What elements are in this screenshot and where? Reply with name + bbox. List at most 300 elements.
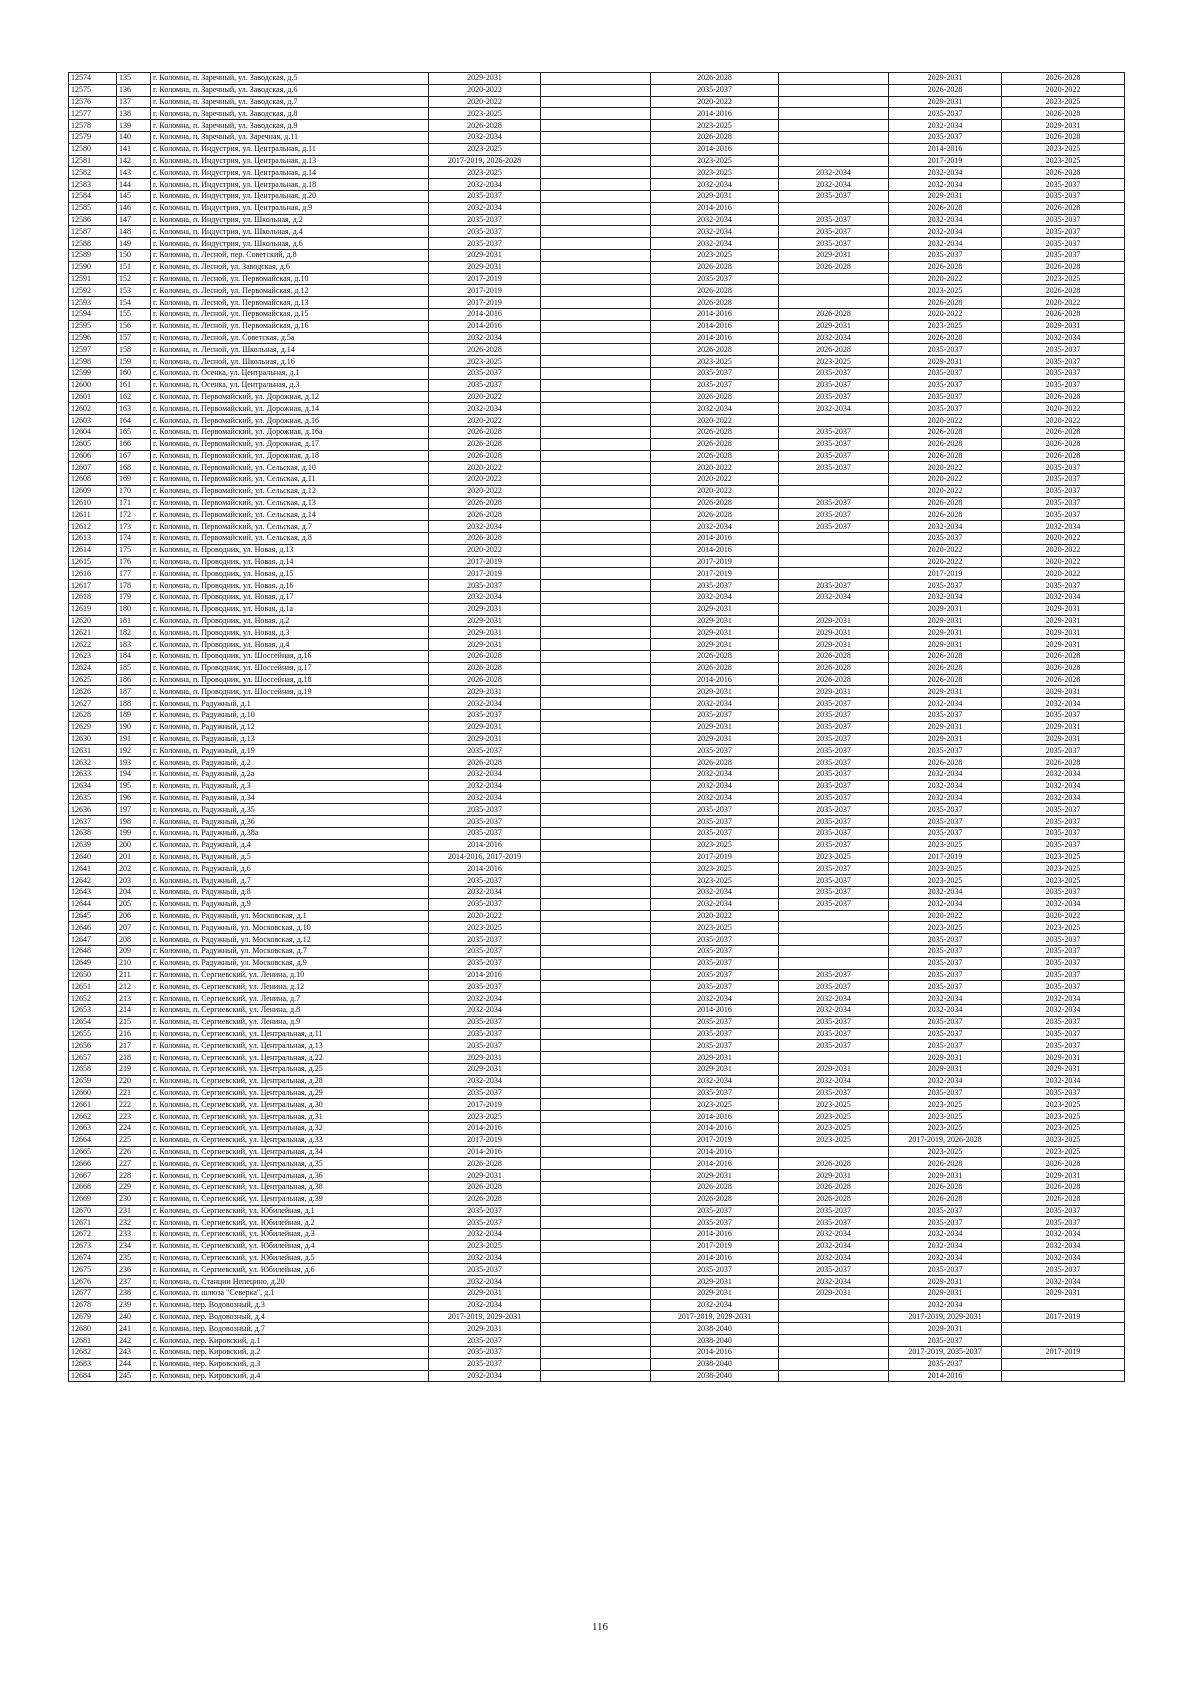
table-row bbox=[69, 662, 1125, 674]
cell-period-5: 2035-2037 bbox=[889, 969, 1002, 981]
cell-period-1: 2026-2028 bbox=[429, 1193, 541, 1205]
cell-period-1: 2017-2019, 2026-2028 bbox=[429, 155, 541, 167]
cell-period-4 bbox=[779, 1370, 889, 1382]
cell-period-5: 2035-2037 bbox=[889, 131, 1002, 143]
cell-period-5: 2032-2034 bbox=[889, 792, 1002, 804]
cell-period-2 bbox=[541, 462, 651, 474]
table-row bbox=[69, 639, 1125, 651]
table-row bbox=[69, 556, 1125, 568]
cell-address: г. Коломна, п. Проводник, ул. Новая, д.3 bbox=[151, 627, 429, 639]
cell-period-3: 2020-2022 bbox=[651, 485, 779, 497]
table-row bbox=[69, 320, 1125, 332]
cell-row-number: 12580 bbox=[69, 143, 117, 155]
cell-period-1: 2014-2016 bbox=[429, 320, 541, 332]
cell-address: г. Коломна, п. Проводник, ул. Новая, д.14 bbox=[151, 556, 429, 568]
table-row bbox=[69, 721, 1125, 733]
cell-period-5: 2032-2034 bbox=[889, 1229, 1002, 1241]
table-row bbox=[69, 568, 1125, 580]
cell-period-2 bbox=[541, 1040, 651, 1052]
table-row bbox=[69, 1193, 1125, 1205]
cell-row-number: 12639 bbox=[69, 839, 117, 851]
table-row bbox=[69, 332, 1125, 344]
cell-period-2 bbox=[541, 945, 651, 957]
table-row bbox=[69, 96, 1125, 108]
table-row bbox=[69, 226, 1125, 238]
cell-row-number: 12627 bbox=[69, 698, 117, 710]
cell-period-5: 2035-2037 bbox=[889, 934, 1002, 946]
cell-period-2 bbox=[541, 698, 651, 710]
cell-period-1: 2026-2028 bbox=[429, 497, 541, 509]
cell-period-2 bbox=[541, 533, 651, 545]
cell-period-2 bbox=[541, 143, 651, 155]
cell-row-number: 12589 bbox=[69, 249, 117, 261]
cell-row-number: 12678 bbox=[69, 1299, 117, 1311]
cell-period-1: 2014-2016 bbox=[429, 839, 541, 851]
table-row bbox=[69, 120, 1125, 132]
cell-period-6: 2023-2025 bbox=[1002, 922, 1125, 934]
cell-row-number: 12676 bbox=[69, 1276, 117, 1288]
cell-period-5: 2032-2034 bbox=[889, 1299, 1002, 1311]
cell-period-4 bbox=[779, 556, 889, 568]
cell-period-6: 2026-2028 bbox=[1002, 391, 1125, 403]
cell-row-number: 12680 bbox=[69, 1323, 117, 1335]
cell-sub-number: 193 bbox=[117, 757, 151, 769]
cell-period-5: 2023-2025 bbox=[889, 863, 1002, 875]
table-row bbox=[69, 143, 1125, 155]
cell-period-6: 2029-2031 bbox=[1002, 1288, 1125, 1300]
cell-sub-number: 164 bbox=[117, 415, 151, 427]
cell-period-4 bbox=[779, 945, 889, 957]
cell-period-5: 2035-2037 bbox=[889, 1040, 1002, 1052]
cell-period-1: 2032-2034 bbox=[429, 202, 541, 214]
cell-row-number: 12582 bbox=[69, 167, 117, 179]
cell-period-1: 2032-2034 bbox=[429, 698, 541, 710]
cell-period-4: 2035-2037 bbox=[779, 898, 889, 910]
cell-sub-number: 200 bbox=[117, 839, 151, 851]
cell-address: г. Коломна, п. Радужный, д.4 bbox=[151, 839, 429, 851]
cell-period-3: 2017-2019 bbox=[651, 568, 779, 580]
cell-period-3: 2023-2025 bbox=[651, 863, 779, 875]
cell-address: г. Коломна, п. Первомайский, ул. Сельская, д.8 bbox=[151, 533, 429, 545]
cell-address: г. Коломна, п. Сергиевский, ул. Центральная, д.39 bbox=[151, 1193, 429, 1205]
table-row bbox=[69, 1358, 1125, 1370]
cell-period-4 bbox=[779, 934, 889, 946]
cell-period-6: 2026-2028 bbox=[1002, 108, 1125, 120]
cell-period-6: 2020-2022 bbox=[1002, 403, 1125, 415]
cell-period-2 bbox=[541, 438, 651, 450]
cell-period-6: 2035-2037 bbox=[1002, 356, 1125, 368]
cell-row-number: 12644 bbox=[69, 898, 117, 910]
cell-period-1: 2014-2016 bbox=[429, 863, 541, 875]
cell-address: г. Коломна, п. Радужный, ул. Московская, д.10 bbox=[151, 922, 429, 934]
cell-period-3: 2032-2034 bbox=[651, 1299, 779, 1311]
cell-period-4: 2029-2031 bbox=[779, 627, 889, 639]
cell-period-4: 2035-2037 bbox=[779, 391, 889, 403]
cell-period-4 bbox=[779, 84, 889, 96]
cell-period-1: 2032-2034 bbox=[429, 592, 541, 604]
cell-period-1: 2035-2037 bbox=[429, 1087, 541, 1099]
cell-address: г. Коломна, п. Лесной, ул. Советская, д.5а bbox=[151, 332, 429, 344]
table-row bbox=[69, 1264, 1125, 1276]
cell-period-2 bbox=[541, 603, 651, 615]
cell-period-2 bbox=[541, 1146, 651, 1158]
cell-period-2 bbox=[541, 993, 651, 1005]
cell-period-4 bbox=[779, 1358, 889, 1370]
cell-period-5: 2035-2037 bbox=[889, 1028, 1002, 1040]
cell-period-2 bbox=[541, 580, 651, 592]
cell-row-number: 12640 bbox=[69, 851, 117, 863]
cell-period-6: 2029-2031 bbox=[1002, 320, 1125, 332]
cell-period-4: 2035-2037 bbox=[779, 426, 889, 438]
cell-period-4: 2023-2025 bbox=[779, 851, 889, 863]
table-row bbox=[69, 1122, 1125, 1134]
cell-sub-number: 183 bbox=[117, 639, 151, 651]
cell-period-5: 2035-2037 bbox=[889, 804, 1002, 816]
cell-period-1: 2035-2037 bbox=[429, 934, 541, 946]
cell-period-5: 2032-2034 bbox=[889, 238, 1002, 250]
table-row bbox=[69, 308, 1125, 320]
cell-row-number: 12579 bbox=[69, 131, 117, 143]
cell-sub-number: 137 bbox=[117, 96, 151, 108]
cell-period-6: 2029-2031 bbox=[1002, 120, 1125, 132]
table-row bbox=[69, 1181, 1125, 1193]
cell-address: г. Коломна, пер. Кировский, д.2 bbox=[151, 1347, 429, 1359]
cell-period-6: 2035-2037 bbox=[1002, 249, 1125, 261]
cell-sub-number: 175 bbox=[117, 544, 151, 556]
cell-period-5: 2029-2031 bbox=[889, 1276, 1002, 1288]
cell-period-4: 2029-2031 bbox=[779, 639, 889, 651]
cell-period-4 bbox=[779, 120, 889, 132]
cell-row-number: 12604 bbox=[69, 426, 117, 438]
table-row bbox=[69, 1370, 1125, 1382]
cell-address: г. Коломна, п. Сергиевский, ул. Центральная, д.25 bbox=[151, 1063, 429, 1075]
cell-period-4: 2035-2037 bbox=[779, 1016, 889, 1028]
cell-sub-number: 219 bbox=[117, 1063, 151, 1075]
cell-period-3: 2032-2034 bbox=[651, 886, 779, 898]
table-row bbox=[69, 651, 1125, 663]
cell-sub-number: 147 bbox=[117, 214, 151, 226]
cell-sub-number: 163 bbox=[117, 403, 151, 415]
cell-period-6: 2035-2037 bbox=[1002, 179, 1125, 191]
cell-period-3: 2035-2037 bbox=[651, 1016, 779, 1028]
cell-period-6: 2032-2034 bbox=[1002, 993, 1125, 1005]
cell-period-5: 2035-2037 bbox=[889, 1217, 1002, 1229]
cell-period-3: 2035-2037 bbox=[651, 1087, 779, 1099]
cell-sub-number: 208 bbox=[117, 934, 151, 946]
cell-period-5: 2035-2037 bbox=[889, 828, 1002, 840]
cell-address: г. Коломна, п. Сергиевский, ул. Юбилейная, д.1 bbox=[151, 1205, 429, 1217]
cell-sub-number: 167 bbox=[117, 450, 151, 462]
cell-period-5: 2026-2028 bbox=[889, 332, 1002, 344]
table-row bbox=[69, 238, 1125, 250]
cell-address: г. Коломна, п. Радужный, д.35 bbox=[151, 804, 429, 816]
cell-period-5: 2029-2031 bbox=[889, 733, 1002, 745]
cell-period-3: 2026-2028 bbox=[651, 344, 779, 356]
cell-period-6: 2029-2031 bbox=[1002, 733, 1125, 745]
cell-period-1: 2014-2016 bbox=[429, 969, 541, 981]
cell-period-1: 2026-2028 bbox=[429, 533, 541, 545]
cell-period-1: 2023-2025 bbox=[429, 1240, 541, 1252]
cell-period-4 bbox=[779, 1311, 889, 1323]
cell-period-3: 2029-2031 bbox=[651, 1276, 779, 1288]
cell-period-1: 2035-2037 bbox=[429, 238, 541, 250]
cell-address: г. Коломна, п. Сергиевский, ул. Центральная, д.32 bbox=[151, 1122, 429, 1134]
cell-period-6: 2035-2037 bbox=[1002, 934, 1125, 946]
cell-period-5: 2029-2031 bbox=[889, 96, 1002, 108]
cell-period-2 bbox=[541, 131, 651, 143]
cell-period-2 bbox=[541, 1016, 651, 1028]
cell-period-2 bbox=[541, 391, 651, 403]
cell-period-2 bbox=[541, 1264, 651, 1276]
cell-period-3: 2029-2031 bbox=[651, 615, 779, 627]
cell-sub-number: 135 bbox=[117, 73, 151, 85]
cell-period-4: 2032-2034 bbox=[779, 1229, 889, 1241]
cell-row-number: 12603 bbox=[69, 415, 117, 427]
cell-period-3: 2020-2022 bbox=[651, 96, 779, 108]
cell-row-number: 12598 bbox=[69, 356, 117, 368]
cell-row-number: 12664 bbox=[69, 1134, 117, 1146]
cell-row-number: 12651 bbox=[69, 981, 117, 993]
cell-address: г. Коломна, п. Радужный, д.10 bbox=[151, 710, 429, 722]
cell-address: г. Коломна, п. Осенка, ул. Центральная, д.3 bbox=[151, 379, 429, 391]
cell-period-5: 2023-2025 bbox=[889, 1099, 1002, 1111]
cell-sub-number: 142 bbox=[117, 155, 151, 167]
cell-sub-number: 138 bbox=[117, 108, 151, 120]
cell-address: г. Коломна, п. Лесной, ул. Первомайская, д.13 bbox=[151, 297, 429, 309]
cell-period-6 bbox=[1002, 1358, 1125, 1370]
table-row bbox=[69, 733, 1125, 745]
table-row bbox=[69, 981, 1125, 993]
cell-period-6: 2017-2019 bbox=[1002, 1311, 1125, 1323]
cell-sub-number: 144 bbox=[117, 179, 151, 191]
cell-period-5: 2029-2031 bbox=[889, 639, 1002, 651]
cell-address: г. Коломна, п. Первомайский, ул. Сельская, д.10 bbox=[151, 462, 429, 474]
cell-period-3: 2029-2031 bbox=[651, 603, 779, 615]
cell-period-6: 2032-2034 bbox=[1002, 592, 1125, 604]
cell-period-1: 2026-2028 bbox=[429, 426, 541, 438]
cell-period-5: 2026-2028 bbox=[889, 757, 1002, 769]
cell-sub-number: 186 bbox=[117, 674, 151, 686]
cell-period-1: 2032-2034 bbox=[429, 1252, 541, 1264]
cell-address: г. Коломна, п. Первомайский, ул. Дорожная, д.18 bbox=[151, 450, 429, 462]
cell-period-1: 2029-2031 bbox=[429, 686, 541, 698]
cell-period-4: 2023-2025 bbox=[779, 1122, 889, 1134]
cell-period-5: 2029-2031 bbox=[889, 1052, 1002, 1064]
cell-period-4: 2035-2037 bbox=[779, 1028, 889, 1040]
cell-period-6: 2032-2034 bbox=[1002, 1240, 1125, 1252]
cell-period-3: 2017-2019 bbox=[651, 1134, 779, 1146]
cell-period-4: 2035-2037 bbox=[779, 816, 889, 828]
cell-period-3: 2032-2034 bbox=[651, 898, 779, 910]
cell-period-2 bbox=[541, 627, 651, 639]
cell-period-2 bbox=[541, 1252, 651, 1264]
table-row bbox=[69, 1004, 1125, 1016]
cell-period-1: 2023-2025 bbox=[429, 922, 541, 934]
cell-period-6: 2026-2028 bbox=[1002, 426, 1125, 438]
cell-period-2 bbox=[541, 332, 651, 344]
cell-address: г. Коломна, п. Первомайский, ул. Сельская, д.7 bbox=[151, 521, 429, 533]
cell-period-3: 2035-2037 bbox=[651, 804, 779, 816]
cell-period-3: 2026-2028 bbox=[651, 426, 779, 438]
cell-address: г. Коломна, п. Индустрия, ул. Школьная, д.2 bbox=[151, 214, 429, 226]
cell-period-6: 2035-2037 bbox=[1002, 1040, 1125, 1052]
table-row bbox=[69, 533, 1125, 545]
cell-sub-number: 194 bbox=[117, 769, 151, 781]
cell-period-2 bbox=[541, 297, 651, 309]
cell-row-number: 12683 bbox=[69, 1358, 117, 1370]
cell-period-2 bbox=[541, 863, 651, 875]
cell-period-5: 2035-2037 bbox=[889, 1264, 1002, 1276]
cell-period-5: 2035-2037 bbox=[889, 533, 1002, 545]
cell-row-number: 12625 bbox=[69, 674, 117, 686]
table-row bbox=[69, 769, 1125, 781]
cell-period-4: 2035-2037 bbox=[779, 733, 889, 745]
cell-period-5: 2035-2037 bbox=[889, 981, 1002, 993]
cell-period-1: 2017-2019, 2029-2031 bbox=[429, 1311, 541, 1323]
cell-period-1: 2032-2034 bbox=[429, 886, 541, 898]
cell-period-3: 2023-2025 bbox=[651, 356, 779, 368]
table-row bbox=[69, 745, 1125, 757]
cell-period-4: 2035-2037 bbox=[779, 886, 889, 898]
cell-period-3: 2035-2037 bbox=[651, 1028, 779, 1040]
cell-period-3: 2023-2025 bbox=[651, 167, 779, 179]
cell-sub-number: 222 bbox=[117, 1099, 151, 1111]
cell-sub-number: 206 bbox=[117, 910, 151, 922]
cell-period-1: 2029-2031 bbox=[429, 1288, 541, 1300]
cell-period-1: 2032-2034 bbox=[429, 332, 541, 344]
table-row bbox=[69, 1299, 1125, 1311]
cell-sub-number: 198 bbox=[117, 816, 151, 828]
cell-row-number: 12646 bbox=[69, 922, 117, 934]
cell-sub-number: 169 bbox=[117, 474, 151, 486]
cell-period-6: 2035-2037 bbox=[1002, 839, 1125, 851]
cell-period-4: 2023-2025 bbox=[779, 1111, 889, 1123]
cell-row-number: 12599 bbox=[69, 367, 117, 379]
cell-address: г. Коломна, п. Радужный, д.36 bbox=[151, 816, 429, 828]
cell-period-1: 2014-2016 bbox=[429, 1122, 541, 1134]
cell-address: г. Коломна, п. Сергиевский, ул. Центральная, д.31 bbox=[151, 1111, 429, 1123]
cell-period-4: 2029-2031 bbox=[779, 249, 889, 261]
cell-address: г. Коломна, п. Первомайский, ул. Дорожная, д.16а bbox=[151, 426, 429, 438]
cell-period-5: 2023-2025 bbox=[889, 922, 1002, 934]
cell-period-6: 2026-2028 bbox=[1002, 73, 1125, 85]
cell-period-1: 2017-2019 bbox=[429, 568, 541, 580]
cell-period-2 bbox=[541, 1075, 651, 1087]
cell-period-3: 2026-2028 bbox=[651, 438, 779, 450]
cell-period-6: 2026-2028 bbox=[1002, 651, 1125, 663]
cell-sub-number: 214 bbox=[117, 1004, 151, 1016]
table-row bbox=[69, 1028, 1125, 1040]
cell-period-1: 2035-2037 bbox=[429, 1205, 541, 1217]
cell-address: г. Коломна, п. Индустрия, ул. Центральная, д.14 bbox=[151, 167, 429, 179]
cell-period-6: 2020-2022 bbox=[1002, 84, 1125, 96]
cell-row-number: 12618 bbox=[69, 592, 117, 604]
table-row bbox=[69, 202, 1125, 214]
cell-address: г. Коломна, п. Сергиевский, ул. Центральная, д.13 bbox=[151, 1040, 429, 1052]
cell-address: г. Коломна, п. Радужный, д.19 bbox=[151, 745, 429, 757]
table-row bbox=[69, 1240, 1125, 1252]
cell-address: г. Коломна, п. Первомайский, ул. Дорожная, д.17 bbox=[151, 438, 429, 450]
cell-sub-number: 190 bbox=[117, 721, 151, 733]
cell-period-6: 2026-2028 bbox=[1002, 1193, 1125, 1205]
cell-period-5: 2029-2031 bbox=[889, 356, 1002, 368]
cell-period-4: 2026-2028 bbox=[779, 651, 889, 663]
cell-period-1: 2035-2037 bbox=[429, 875, 541, 887]
cell-period-3: 2026-2028 bbox=[651, 131, 779, 143]
cell-sub-number: 148 bbox=[117, 226, 151, 238]
cell-period-2 bbox=[541, 96, 651, 108]
cell-period-5: 2026-2028 bbox=[889, 438, 1002, 450]
cell-sub-number: 176 bbox=[117, 556, 151, 568]
cell-row-number: 12674 bbox=[69, 1252, 117, 1264]
cell-period-6: 2023-2025 bbox=[1002, 863, 1125, 875]
cell-period-3: 2035-2037 bbox=[651, 580, 779, 592]
cell-period-5: 2023-2025 bbox=[889, 285, 1002, 297]
cell-period-3: 2038-2040 bbox=[651, 1370, 779, 1382]
cell-period-2 bbox=[541, 450, 651, 462]
table-row bbox=[69, 698, 1125, 710]
cell-period-4: 2035-2037 bbox=[779, 214, 889, 226]
cell-period-6: 2029-2031 bbox=[1002, 1052, 1125, 1064]
cell-period-1: 2029-2031 bbox=[429, 1063, 541, 1075]
cell-row-number: 12667 bbox=[69, 1170, 117, 1182]
cell-sub-number: 152 bbox=[117, 273, 151, 285]
cell-period-2 bbox=[541, 120, 651, 132]
cell-period-4 bbox=[779, 957, 889, 969]
cell-period-3: 2017-2019 bbox=[651, 556, 779, 568]
cell-sub-number: 218 bbox=[117, 1052, 151, 1064]
cell-period-1: 2026-2028 bbox=[429, 662, 541, 674]
cell-period-2 bbox=[541, 167, 651, 179]
cell-period-1: 2032-2034 bbox=[429, 131, 541, 143]
cell-period-4: 2026-2028 bbox=[779, 674, 889, 686]
cell-period-3: 2023-2025 bbox=[651, 875, 779, 887]
cell-address: г. Коломна, п. Сергиевский, ул. Центральная, д.30 bbox=[151, 1099, 429, 1111]
cell-period-5: 2029-2031 bbox=[889, 1323, 1002, 1335]
cell-period-4 bbox=[779, 73, 889, 85]
cell-period-6: 2035-2037 bbox=[1002, 497, 1125, 509]
cell-period-1: 2035-2037 bbox=[429, 981, 541, 993]
cell-address: г. Коломна, п. Радужный, д.6 bbox=[151, 863, 429, 875]
cell-period-5: 2035-2037 bbox=[889, 580, 1002, 592]
cell-row-number: 12607 bbox=[69, 462, 117, 474]
cell-period-4: 2026-2028 bbox=[779, 344, 889, 356]
table-row bbox=[69, 1075, 1125, 1087]
cell-period-5: 2035-2037 bbox=[889, 391, 1002, 403]
cell-row-number: 12588 bbox=[69, 238, 117, 250]
cell-period-2 bbox=[541, 1004, 651, 1016]
cell-period-3: 2014-2016 bbox=[651, 108, 779, 120]
cell-period-2 bbox=[541, 226, 651, 238]
table-row bbox=[69, 285, 1125, 297]
cell-period-1: 2017-2019 bbox=[429, 1134, 541, 1146]
cell-sub-number: 158 bbox=[117, 344, 151, 356]
cell-period-6: 2026-2028 bbox=[1002, 438, 1125, 450]
cell-period-3: 2032-2034 bbox=[651, 226, 779, 238]
cell-period-4: 2032-2034 bbox=[779, 332, 889, 344]
cell-address: г. Коломна, пер. Кировский, д.1 bbox=[151, 1335, 429, 1347]
cell-period-4: 2035-2037 bbox=[779, 462, 889, 474]
cell-sub-number: 215 bbox=[117, 1016, 151, 1028]
cell-period-4: 2023-2025 bbox=[779, 1099, 889, 1111]
cell-period-1: 2020-2022 bbox=[429, 462, 541, 474]
cell-row-number: 12616 bbox=[69, 568, 117, 580]
table-row bbox=[69, 1217, 1125, 1229]
cell-period-4: 2023-2025 bbox=[779, 356, 889, 368]
cell-period-5: 2014-2016 bbox=[889, 143, 1002, 155]
cell-row-number: 12679 bbox=[69, 1311, 117, 1323]
table-row bbox=[69, 1335, 1125, 1347]
